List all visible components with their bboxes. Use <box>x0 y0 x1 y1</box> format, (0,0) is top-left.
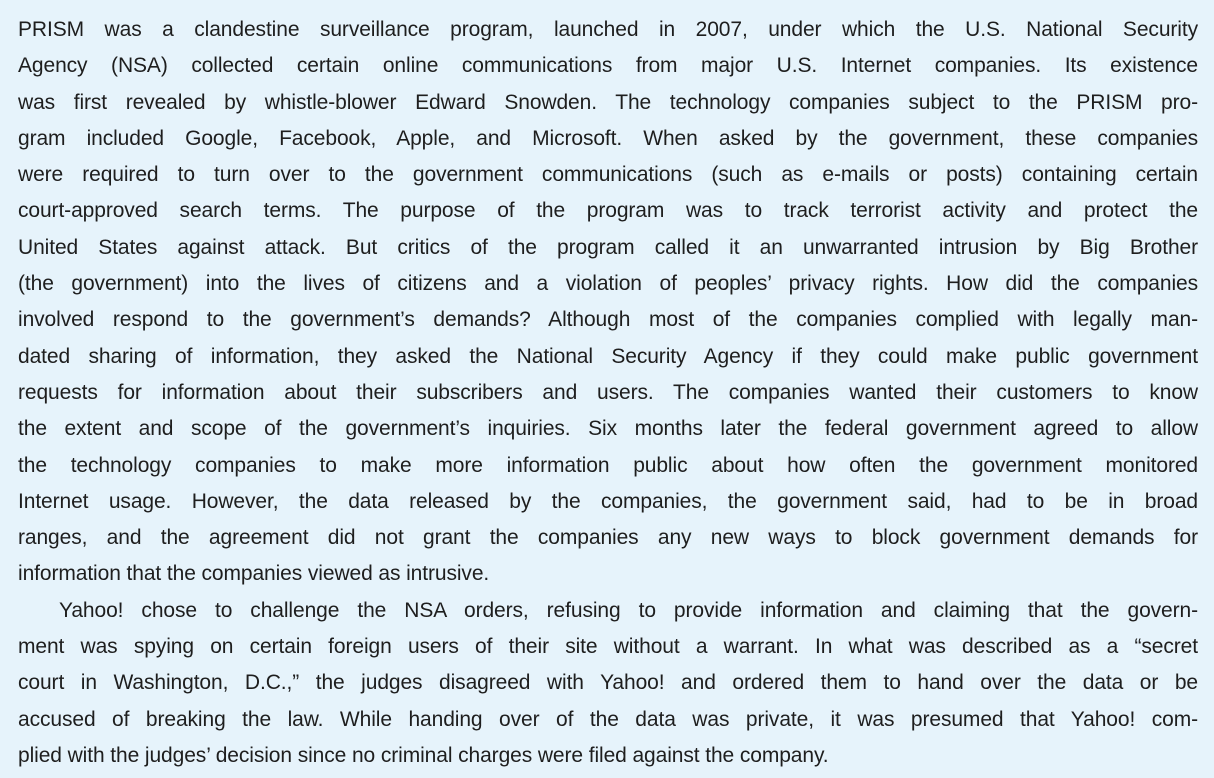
text-line: requests for information about their subscribers and users. The companies wanted their customers to know <box>18 380 1198 404</box>
text-line: the extent and scope of the government’s inquiries. Six months later the federal government agreed to allow <box>18 417 1198 441</box>
text-line: information that the companies viewed as intrusive. <box>18 562 490 586</box>
text-line: United States against attack. But critics of the program called it an unwarranted intrusion by Big Brother <box>18 235 1198 259</box>
text-line: Agency (NSA) collected certain online communications from major U.S. Internet companies. Its existence <box>18 54 1198 78</box>
text-line: court-approved search terms. The purpose of the program was to track terrorist activity and protect the <box>18 199 1198 223</box>
paragraph-1 <box>18 12 1198 593</box>
text-line: was first revealed by whistle-blower Edward Snowden. The technology companies subject to the PRISM pro- <box>18 90 1198 114</box>
text-line: court in Washington, D.C.,” the judges disagreed with Yahoo! and ordered them to hand over the data or be <box>18 671 1198 695</box>
text-line: ranges, and the agreement did not grant the companies any new ways to block government demands for <box>18 526 1198 550</box>
text-line: were required to turn over to the government communications (such as e-mails or posts) containing certain <box>18 163 1198 187</box>
article-text <box>18 12 1198 774</box>
text-line: gram included Google, Facebook, Apple, and Microsoft. When asked by the government, these companies <box>18 126 1198 150</box>
text-line: the technology companies to make more information public about how often the government monitored <box>18 453 1198 477</box>
text-line: Internet usage. However, the data released by the companies, the government said, had to be in broad <box>18 489 1198 513</box>
text-line: involved respond to the government’s demands? Although most of the companies complied with legally man- <box>18 308 1198 332</box>
text-line: Yahoo! chose to challenge the NSA orders, refusing to provide information and claiming that the govern- <box>59 598 1198 622</box>
text-line: PRISM was a clandestine surveillance program, launched in 2007, under which the U.S. National Security <box>18 18 1198 41</box>
text-line: (the government) into the lives of citizens and a violation of peoples’ privacy rights. How did the companies <box>18 272 1198 296</box>
text-line: ment was spying on certain foreign users of their site without a warrant. In what was described as a “secret <box>18 635 1198 659</box>
text-line: accused of breaking the law. While handing over of the data was private, it was presumed that Yahoo! com- <box>18 707 1198 731</box>
text-line: plied with the judges’ decision since no criminal charges were filed against the company. <box>18 743 829 767</box>
paragraph-2 <box>18 593 1198 774</box>
text-line: dated sharing of information, they asked the National Security Agency if they could make public government <box>18 344 1198 368</box>
